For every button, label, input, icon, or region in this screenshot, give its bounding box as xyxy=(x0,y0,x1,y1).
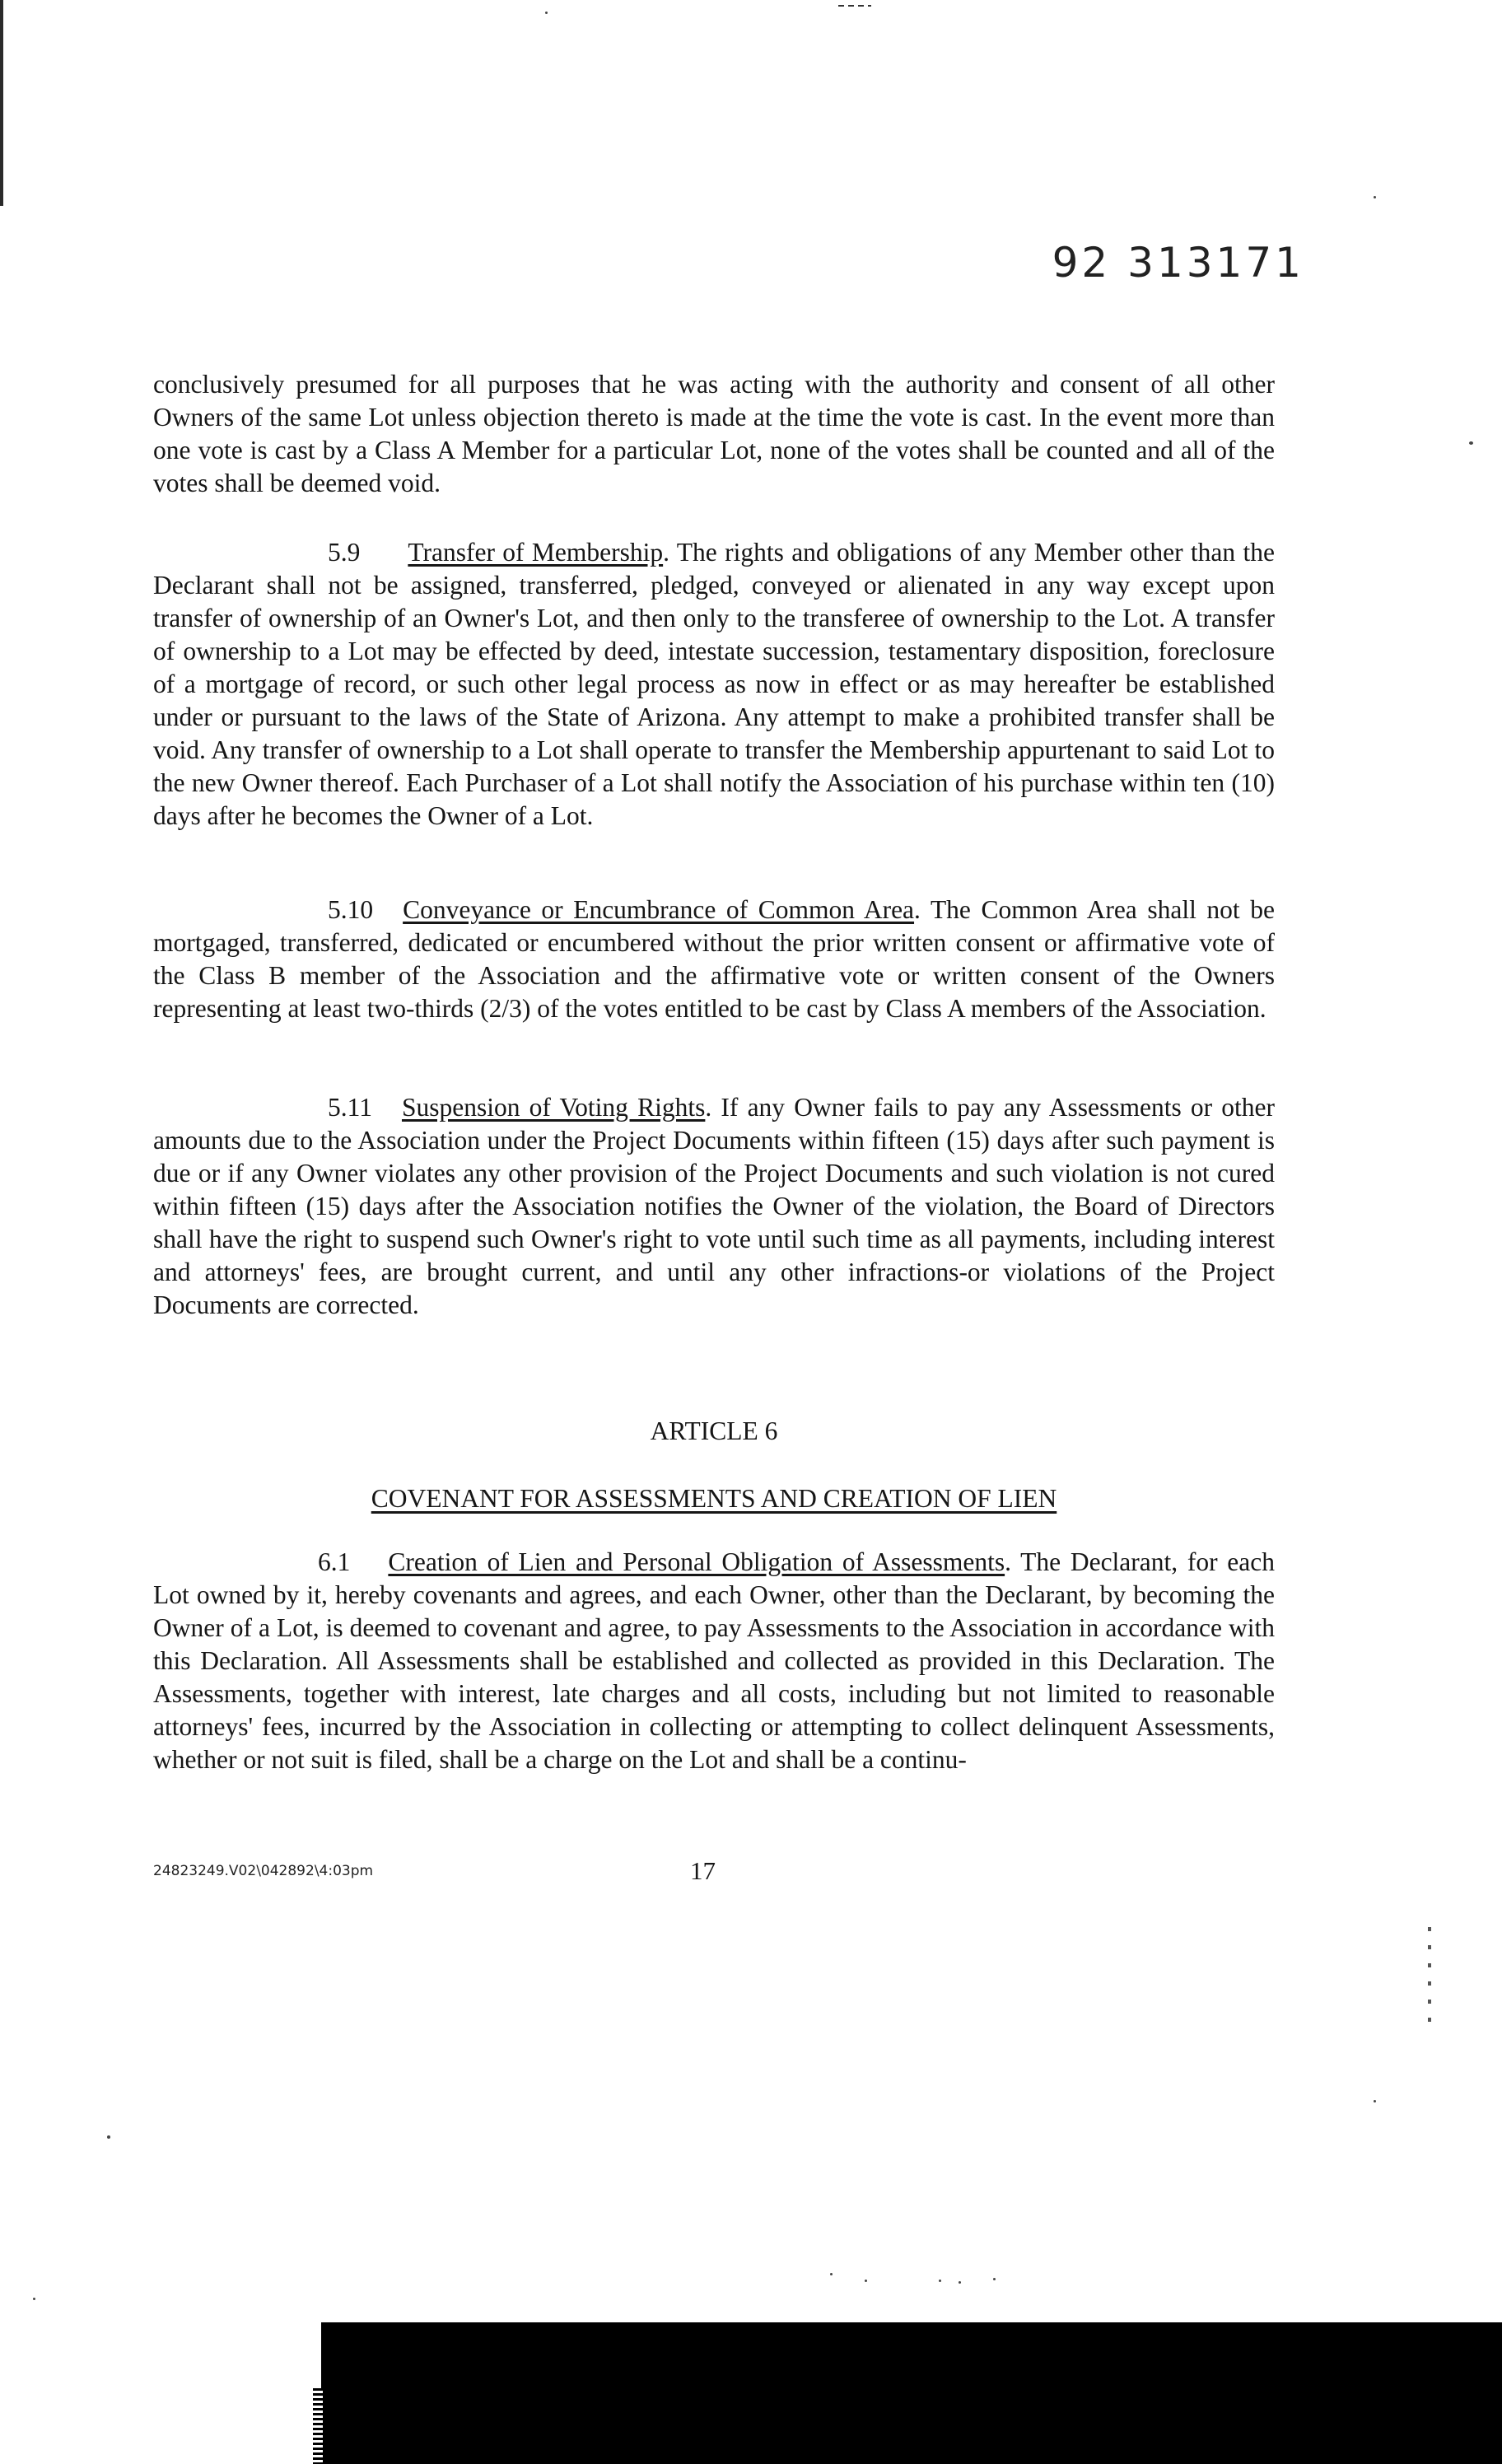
scan-speck xyxy=(1374,2100,1376,2102)
section-number: 6.1 xyxy=(318,1547,351,1576)
scan-speck xyxy=(939,2280,941,2282)
paragraph-intro: conclusively presumed for all purposes that he was acting with the authority and consent of all other Owners of the same Lot unless objection thereto is made at the time the vote is cast. In the event more than one vote is cast by a Class A Member for a particular Lot, none of the votes shall be counted and all of the votes shall be deemed void. xyxy=(153,370,1275,497)
document-number: 92 313171 xyxy=(1052,239,1304,287)
scan-speck xyxy=(830,2273,833,2275)
section-heading: Creation of Lien and Personal Obligation of Assessments xyxy=(388,1547,1005,1576)
section-heading: Suspension of Voting Rights xyxy=(401,1093,706,1122)
section-number: 5.9 xyxy=(328,538,361,567)
scan-bottom-paper xyxy=(0,2322,321,2464)
section-number: 5.10 xyxy=(328,895,374,924)
section-6-1: 6.1 Creation of Lien and Personal Obligation of Assessments. The Declarant, for each Lot owned by it, hereby covenants and agrees, and each Owner, other than the Declarant, by becoming the Owner of a Lot, is deemed to covenant and agree, to pay Assessments to the Association in accordance with this Declaration. All Assessments shall be established and collected as provided in this Declaration. The Assessments, together with interest, late charges and all costs, including but not limited to reasonable attorneys' fees, incurred by the Association in collecting or attempting to collect delinquent Assessments, whether or not suit is filed, shall be a charge on the Lot and shall be a continu- xyxy=(153,1547,1276,1774)
section-body: The rights and obligations of any Member other than the Declarant shall not be assigned, transferred, pledged, conveyed or alienated in any way except upon transfer of ownership of an Owner's Lot, and then only to the transferee of ownership to the Lot. A transfer of ownership to a Lot may be effected by deed, intestate succession, testamentary disposition, foreclosure of a mortgage of record, or such other legal process as now in effect or as may hereafter be established under or pursuant to the laws of the State of Arizona. Any attempt to make a prohibited transfer shall be void. Any transfer of ownership to a Lot shall operate to transfer the Membership appurtenant to said Lot to the new Owner thereof. Each Purchaser of a Lot shall notify the Association of his purchase within ten (10) days after he becomes the Owner of a Lot. xyxy=(153,538,1275,830)
scan-speck xyxy=(993,2278,996,2280)
scan-speck xyxy=(865,2280,867,2282)
section-5-9: 5.9 Transfer of Membership. The rights and obligations of any Member other than the Declarant shall not be assigned, transferred, pledged, conveyed or alienated in any way except upon transfer of ownership of an Owner's Lot, and then only to the transferee of ownership to the Lot. A transfer of ownership to a Lot may be effected by deed, intestate succession, testamentary disposition, foreclosure of a mortgage of record, or such other legal process as now in effect or as may hereafter be established under or pursuant to the laws of the State of Arizona. Any attempt to make a prohibited transfer shall be void. Any transfer of ownership to a Lot shall operate to transfer the Membership appurtenant to said Lot to the new Owner thereof. Each Purchaser of a Lot shall notify the Association of his purchase within ten (10) days after he becomes the Owner of a Lot. xyxy=(153,538,1275,830)
page-number: 17 xyxy=(690,1856,716,1885)
scan-speck xyxy=(959,2281,961,2284)
scan-speck xyxy=(107,2135,110,2139)
scan-speck xyxy=(33,2298,35,2300)
section-body: The Declarant, for each Lot owned by it, hereby covenants and agrees, and each Owner, other than the Declarant, by becoming the Owner of a Lot, is deemed to covenant and agree, to pay Assessments to the Association in accordance with this Declaration. All Assessments shall be established and collected as provided in this Declaration. The Assessments, together with interest, late charges and all costs, including but not limited to reasonable attorneys' fees, incurred by the Association in collecting or attempting to collect delinquent Assessments, whether or not suit is filed, shall be a charge on the Lot and shall be a continu- xyxy=(153,1547,1276,1774)
scan-speck xyxy=(545,12,548,14)
scan-left-edge xyxy=(0,0,3,206)
scan-speck xyxy=(1469,441,1473,445)
section-body: The Common Area shall not be mortgaged, transferred, dedicated or encumbered without the prior written consent or affirmative vote of the Class B member of the Association and the affirmative vote or written consent of the Owners representing at least two-thirds (2/3) of the votes entitled to be cast by Class A members of the Association. xyxy=(153,895,1275,1023)
scan-perforation xyxy=(313,2388,323,2464)
section-5-11: 5.11 Suspension of Voting Rights. If any Owner fails to pay any Assessments or other amounts due to the Association under the Project Documents within fifteen (15) days after such payment is due or if any Owner violates any other provision of the Project Documents and such violation is not cured within fifteen (15) days after the Association notifies the Owner of the violation, the Board of Directors shall have the right to suspend such Owner's right to vote until such time as all payments, including interest and attorneys' fees, are brought current, and until any other infractions-or violations of the Project Documents are corrected. xyxy=(153,1093,1276,1319)
section-5-10: 5.10 Conveyance or Encumbrance of Common Area. The Common Area shall not be mortgaged, transferred, dedicated or encumbered without the prior written consent or affirmative vote of the Class B member of the Association and the affirmative vote or written consent of the Owners representing at least two-thirds (2/3) of the votes entitled to be cast by Class A members of the Association. xyxy=(153,895,1275,1023)
scan-speck xyxy=(1374,196,1376,198)
footer-document-code: 24823249.V02\042892\4:03pm xyxy=(153,1863,374,1879)
article-label: ARTICLE 6 xyxy=(650,1416,778,1445)
scan-top-mark xyxy=(838,5,871,7)
article-title: COVENANT FOR ASSESSMENTS AND CREATION OF LIEN xyxy=(371,1484,1057,1513)
section-heading: Transfer of Membership xyxy=(408,538,664,567)
section-body: If any Owner fails to pay any Assessments or other amounts due to the Association under the Project Documents within fifteen (15) days after such payment is due or if any Owner violates any other provision of the Project Documents and such violation is not cured within fifteen (15) days after the Association notifies the Owner of the violation, the Board of Directors shall have the right to suspend such Owner's right to vote until such time as all payments, including interest and attorneys' fees, are brought current, and until any other infractions-or violations of the Project Documents are corrected. xyxy=(153,1093,1276,1319)
scan-edge-marks xyxy=(1428,1927,1431,2026)
section-heading: Conveyance or Encumbrance of Common Area xyxy=(403,895,915,924)
section-number: 5.11 xyxy=(328,1093,372,1122)
